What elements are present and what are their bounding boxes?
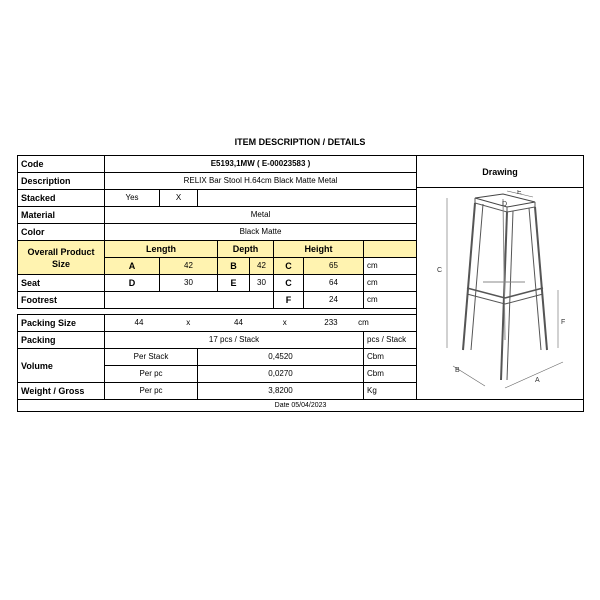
weight-label: Weight / Gross [18, 383, 105, 400]
color-label: Color [18, 224, 105, 241]
material-label: Material [18, 207, 105, 224]
drawing-cell [417, 156, 584, 400]
packing-size-unit: cm [358, 318, 369, 327]
footrest-f-value: 24 [304, 292, 364, 309]
volume-per-pc-unit: Cbm [364, 366, 417, 383]
overall-a-value: 42 [160, 258, 218, 275]
packing-value: 17 pcs / Stack [105, 332, 364, 349]
seat-c: C [274, 275, 304, 292]
packing-label: Packing [18, 332, 105, 349]
seat-c-value: 64 [304, 275, 364, 292]
volume-per-stack-value: 0,4520 [198, 349, 364, 366]
label-a: A [535, 377, 540, 384]
volume-per-stack-label: Per Stack [105, 349, 198, 366]
overall-b: B [218, 258, 250, 275]
stacked-mark: X [160, 190, 198, 207]
description-label: Description [18, 173, 105, 190]
seat-e-value: 30 [250, 275, 274, 292]
seat-e: E [218, 275, 250, 292]
date-cell: Date 05/04/2023 [18, 400, 584, 412]
length-header: Length [105, 241, 218, 258]
packing-unit: pcs / Stack [364, 332, 417, 349]
depth-header: Depth [218, 241, 274, 258]
sheet-title: ITEM DESCRIPTION / DETAILS [234, 137, 366, 147]
dimension-header-empty [364, 241, 417, 258]
seat-unit: cm [364, 275, 417, 292]
packing-x2: x [282, 318, 287, 327]
packing-height: 233 [324, 318, 338, 327]
packing-width: 44 [234, 318, 243, 327]
spec-table [17, 155, 584, 412]
seat-label: Seat [18, 275, 105, 292]
label-c: C [437, 267, 443, 274]
overall-b-value: 42 [250, 258, 274, 275]
packing-x1: x [186, 318, 191, 327]
weight-value: 3,8200 [198, 383, 364, 400]
volume-per-pc-value: 0,0270 [198, 366, 364, 383]
label-b: B [455, 367, 460, 374]
packing-length: 44 [134, 318, 144, 327]
row-date [18, 400, 584, 412]
weight-per-label: Per pc [105, 383, 198, 400]
seat-d-value: 30 [160, 275, 218, 292]
overall-unit: cm [364, 258, 417, 275]
code-value: E5193,1MW ( E-00023583 ) [105, 156, 417, 173]
weight-unit: Kg [364, 383, 417, 400]
volume-label: Volume [18, 349, 105, 383]
overall-a: A [105, 258, 160, 275]
overall-c-value: 65 [304, 258, 364, 275]
description-value: RELIX Bar Stool H.64cm Black Matte Metal [105, 173, 417, 190]
overall-size-label: Overall Product Size [18, 241, 105, 275]
footrest-f: F [274, 292, 304, 309]
stacked-label: Stacked [18, 190, 105, 207]
material-value: Metal [105, 207, 417, 224]
drawing-divider [417, 187, 583, 188]
code-label: Code [18, 156, 105, 173]
height-header: Height [274, 241, 364, 258]
stool-drawing [435, 190, 575, 390]
volume-per-pc-label: Per pc [105, 366, 198, 383]
row-code [18, 156, 584, 173]
packing-size-label: Packing Size [18, 315, 105, 332]
stacked-yes: Yes [105, 190, 160, 207]
footrest-label: Footrest [18, 292, 105, 309]
label-f: F [561, 319, 566, 326]
footrest-empty [105, 292, 274, 309]
volume-per-stack-unit: Cbm [364, 349, 417, 366]
seat-d: D [105, 275, 160, 292]
label-d: D [502, 201, 508, 208]
label-e: E [517, 190, 522, 196]
footrest-unit: cm [364, 292, 417, 309]
overall-c: C [274, 258, 304, 275]
stacked-empty [198, 190, 417, 207]
drawing-title: Drawing [482, 167, 518, 177]
packing-size-value [105, 315, 417, 332]
color-value: Black Matte [105, 224, 417, 241]
